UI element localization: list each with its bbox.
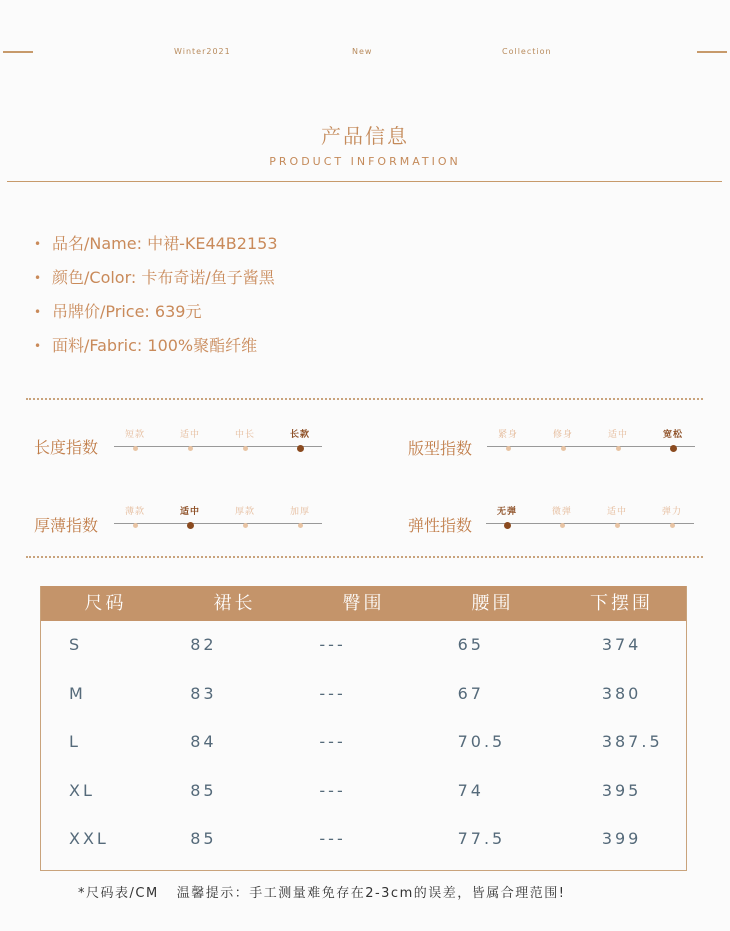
header-hem: 下摆围 xyxy=(590,593,653,614)
info-name-text: 品名/Name: 中裙-KE44B2153 xyxy=(52,234,278,253)
info-fabric-text: 面料/Fabric: 100%聚酯纤维 xyxy=(52,336,258,355)
page-title: 产品信息 xyxy=(321,124,409,148)
table-row xyxy=(41,670,686,719)
table-row xyxy=(41,767,686,816)
bullet-icon: • xyxy=(34,271,42,285)
table-cell: M xyxy=(69,683,86,703)
scale-option: 薄款 xyxy=(115,504,155,528)
table-cell: L xyxy=(69,732,81,751)
table-cell: 85 xyxy=(190,780,217,800)
table-cell: --- xyxy=(319,829,346,848)
scale-option: 弹力 xyxy=(652,504,692,528)
product-info-list xyxy=(34,233,278,369)
elasticity-index-label: 弹性指数 xyxy=(408,516,473,535)
header-left-rule xyxy=(3,51,33,53)
table-cell: 387.5 xyxy=(601,732,663,751)
header-word-winter: Winter2021 xyxy=(174,47,231,56)
length-index-scale xyxy=(114,427,322,457)
table-cell: 67 xyxy=(457,683,484,703)
elasticity-index-scale xyxy=(486,504,694,534)
length-index-label: 长度指数 xyxy=(34,438,99,457)
table-cell: --- xyxy=(319,732,346,751)
table-cell: --- xyxy=(319,780,346,800)
scale-option: 适中 xyxy=(598,427,638,451)
table-cell: 374 xyxy=(601,635,642,654)
header-right-rule xyxy=(697,51,727,53)
table-cell: 65 xyxy=(457,635,484,654)
fit-index-scale xyxy=(487,427,695,457)
header-size: 尺码 xyxy=(84,593,127,614)
scale-option: 适中 xyxy=(170,427,210,451)
header-word-collection: Collection xyxy=(502,47,552,56)
scale-option: 宽松 xyxy=(653,427,693,452)
table-row xyxy=(41,718,686,767)
thickness-index-label: 厚薄指数 xyxy=(34,516,99,535)
table-cell: 82 xyxy=(190,635,217,654)
bullet-icon: • xyxy=(34,305,42,319)
bullet-icon: • xyxy=(34,339,42,353)
scale-option: 修身 xyxy=(543,427,583,451)
size-table-header xyxy=(41,586,686,621)
scale-option: 微弹 xyxy=(542,504,582,528)
table-cell: 77.5 xyxy=(457,829,506,848)
table-cell: 395 xyxy=(601,780,642,800)
header-hip: 臀围 xyxy=(342,593,385,614)
scale-option: 短款 xyxy=(115,427,155,451)
scale-option: 加厚 xyxy=(280,504,320,528)
scale-option: 中长 xyxy=(225,427,265,451)
table-cell: --- xyxy=(319,683,346,703)
info-color xyxy=(34,267,278,301)
info-price xyxy=(34,301,278,335)
size-unit-note: *尺码表/CM xyxy=(78,886,159,901)
info-fabric xyxy=(34,335,278,369)
table-cell: 70.5 xyxy=(457,732,506,751)
size-table xyxy=(40,586,687,871)
table-cell: 84 xyxy=(190,732,217,751)
table-cell: S xyxy=(69,635,83,654)
bullet-icon: • xyxy=(34,237,42,251)
scale-option: 适中 xyxy=(597,504,637,528)
header-word-new: New xyxy=(352,47,373,56)
table-cell: 399 xyxy=(601,829,642,848)
info-price-text: 吊牌价/Price: 639元 xyxy=(52,302,202,321)
page-subtitle: PRODUCT INFORMATION xyxy=(269,155,461,168)
size-note xyxy=(78,882,565,901)
scale-option: 无弹 xyxy=(487,504,527,529)
header-waist: 腰围 xyxy=(471,593,514,614)
fit-index-label: 版型指数 xyxy=(408,439,473,458)
scale-option: 长款 xyxy=(280,427,320,452)
table-cell: 85 xyxy=(190,829,217,848)
info-color-text: 颜色/Color: 卡布奇诺/鱼子酱黑 xyxy=(52,268,275,287)
measurement-tip: 温馨提示：手工测量难免存在2-3cm的误差，皆属合理范围! xyxy=(176,886,566,901)
thickness-index-scale xyxy=(114,504,322,534)
info-name xyxy=(34,233,278,267)
table-cell: XXL xyxy=(69,829,109,848)
title-divider xyxy=(7,181,722,182)
scale-option: 厚款 xyxy=(225,504,265,528)
table-cell: 83 xyxy=(190,683,217,703)
table-cell: --- xyxy=(319,635,346,654)
scale-option: 适中 xyxy=(170,504,210,529)
dotted-divider-bottom xyxy=(26,556,703,558)
table-row xyxy=(41,815,686,864)
dotted-divider-top xyxy=(26,398,703,400)
table-cell: 380 xyxy=(601,683,642,703)
table-cell: 74 xyxy=(457,780,484,800)
header-skirt-length: 裙长 xyxy=(213,593,256,614)
scale-option: 紧身 xyxy=(488,427,528,451)
table-row xyxy=(41,621,686,670)
table-cell: XL xyxy=(69,780,95,800)
